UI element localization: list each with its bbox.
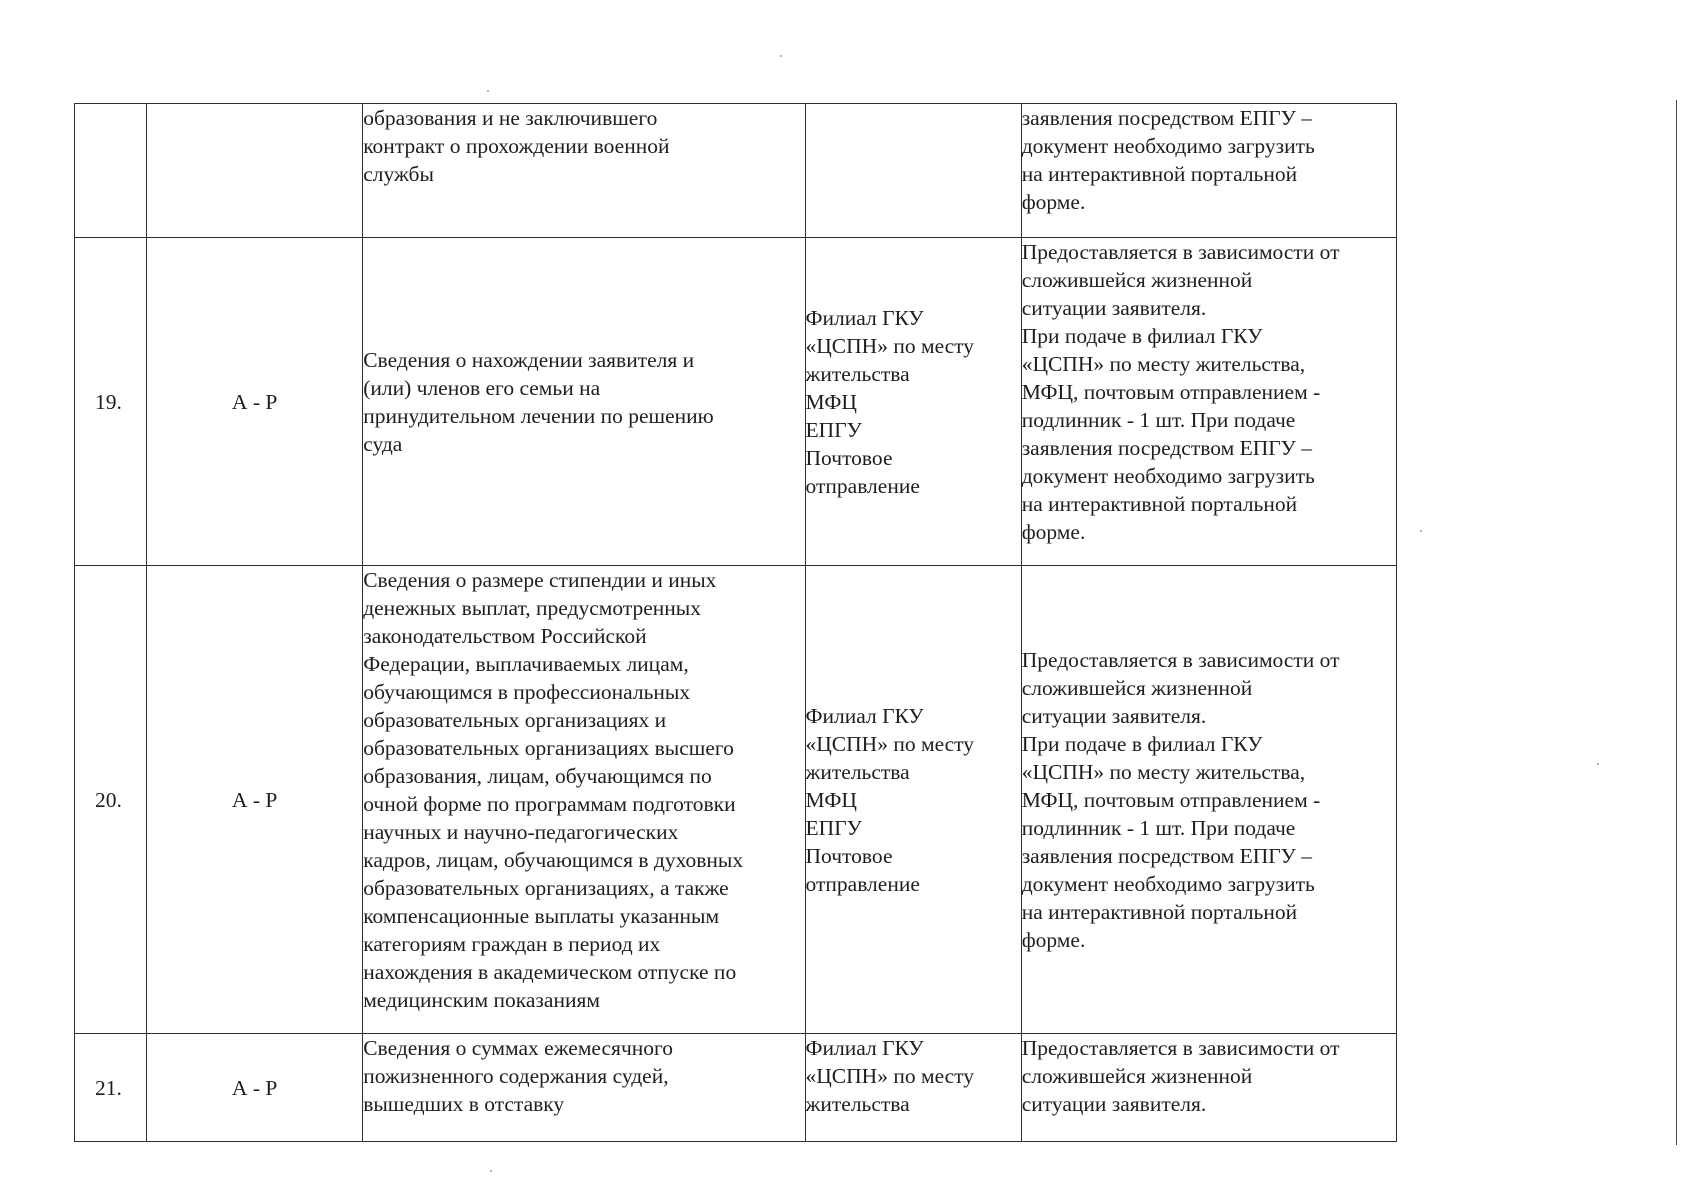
cell-line: Сведения о суммах ежемесячного bbox=[363, 1036, 674, 1060]
cell-line: МФЦ, почтовым отправлением - bbox=[1021, 787, 1321, 812]
row-number-cell bbox=[75, 1034, 147, 1142]
cell-line: образовательных организациях и bbox=[363, 708, 667, 732]
table-row bbox=[75, 1034, 1397, 1142]
cell-line: пожизненного содержания судей, bbox=[363, 1064, 669, 1088]
cell-line: отправление bbox=[805, 871, 920, 896]
cell-line: «ЦСПН» по месту bbox=[805, 1064, 975, 1088]
table-row bbox=[75, 238, 1397, 566]
cell-line: подлинник - 1 шт. При подаче bbox=[1021, 408, 1296, 432]
document-name-cell bbox=[363, 104, 805, 238]
cell-line: кадров, лицам, обучающимся в духовных bbox=[363, 848, 744, 872]
cell-line: суда bbox=[363, 431, 403, 456]
cell-line: сложившейся жизненной bbox=[1021, 268, 1253, 292]
cell-line: «ЦСПН» по месту bbox=[805, 731, 975, 756]
submission-method-cell bbox=[805, 238, 1021, 566]
row-code-cell bbox=[147, 1034, 363, 1142]
cell-line: на интерактивной портальной bbox=[1021, 162, 1298, 186]
cell-line: жительства bbox=[805, 361, 910, 386]
row-number: 20. bbox=[95, 787, 122, 812]
cell-line: сложившейся жизненной bbox=[1021, 675, 1253, 700]
cell-line: Предоставляется в зависимости от bbox=[1021, 240, 1340, 264]
table-row-continuation bbox=[75, 104, 1397, 238]
scan-speck bbox=[487, 90, 489, 92]
cell-line: службы bbox=[363, 162, 434, 186]
row-number-cell bbox=[75, 104, 147, 238]
row-code-cell bbox=[147, 104, 363, 238]
cell-line: форме. bbox=[1021, 190, 1086, 214]
cell-line: ситуации заявителя. bbox=[1021, 1092, 1207, 1116]
submission-method-cell bbox=[805, 104, 1021, 238]
cell-line: отправление bbox=[805, 473, 920, 498]
cell-line: образования и не заключившего bbox=[363, 106, 658, 130]
scan-speck bbox=[780, 55, 782, 57]
scan-speck bbox=[1420, 530, 1422, 532]
cell-line: форме. bbox=[1021, 520, 1086, 544]
cell-line: При подаче в филиал ГКУ bbox=[1021, 731, 1263, 756]
cell-line: сложившейся жизненной bbox=[1021, 1064, 1253, 1088]
cell-line: документ необходимо загрузить bbox=[1021, 134, 1315, 158]
cell-line: очной форме по программам подготовки bbox=[363, 792, 736, 816]
row-code: А - Р bbox=[231, 787, 278, 812]
row-number-cell bbox=[75, 566, 147, 1034]
cell-line: заявления посредством ЕПГУ – bbox=[1021, 843, 1313, 868]
row-code-cell bbox=[147, 566, 363, 1034]
cell-line: медицинским показаниям bbox=[363, 988, 600, 1012]
row-number-cell bbox=[75, 238, 147, 566]
cell-line: образовательных организациях высшего bbox=[363, 736, 734, 760]
cell-line: Почтовое bbox=[805, 843, 893, 868]
cell-line: документ необходимо загрузить bbox=[1021, 871, 1315, 896]
cell-line: Филиал ГКУ bbox=[805, 703, 924, 728]
note-cell bbox=[1021, 566, 1396, 1034]
cell-line: нахождения в академическом отпуске по bbox=[363, 960, 737, 984]
cell-line: Сведения о нахождении заявителя и bbox=[363, 347, 695, 372]
documents-table bbox=[74, 103, 1397, 1142]
cell-line: ЕПГУ bbox=[805, 417, 862, 442]
cell-line: контракт о прохождении военной bbox=[363, 134, 670, 158]
note-cell bbox=[1021, 238, 1396, 566]
cell-line: Предоставляется в зависимости от bbox=[1021, 647, 1340, 672]
scan-edge-line bbox=[1676, 100, 1677, 1145]
cell-line: жительства bbox=[805, 1092, 910, 1116]
row-code: А - Р bbox=[231, 389, 278, 414]
cell-line: Предоставляется в зависимости от bbox=[1021, 1036, 1340, 1060]
note-cell bbox=[1021, 104, 1396, 238]
cell-line: ситуации заявителя. bbox=[1021, 296, 1207, 320]
submission-method-cell bbox=[805, 566, 1021, 1034]
row-number: 19. bbox=[95, 389, 122, 414]
cell-line: жительства bbox=[805, 759, 910, 784]
cell-line: на интерактивной портальной bbox=[1021, 492, 1298, 516]
cell-line: на интерактивной портальной bbox=[1021, 899, 1298, 924]
table-row bbox=[75, 566, 1397, 1034]
cell-line: подлинник - 1 шт. При подаче bbox=[1021, 815, 1296, 840]
row-code-cell bbox=[147, 238, 363, 566]
cell-line: «ЦСПН» по месту жительства, bbox=[1021, 352, 1306, 376]
cell-line: Почтовое bbox=[805, 445, 893, 470]
note-cell bbox=[1021, 1034, 1396, 1142]
document-name-cell bbox=[363, 238, 805, 566]
cell-line: «ЦСПН» по месту жительства, bbox=[1021, 759, 1306, 784]
cell-line: МФЦ bbox=[805, 787, 857, 812]
row-number: 21. bbox=[95, 1075, 122, 1100]
cell-line: денежных выплат, предусмотренных bbox=[363, 596, 701, 620]
cell-line: Филиал ГКУ bbox=[805, 305, 924, 330]
cell-line: категориям граждан в период их bbox=[363, 932, 661, 956]
cell-line: Филиал ГКУ bbox=[805, 1036, 924, 1060]
row-code: А - Р bbox=[231, 1075, 278, 1100]
cell-line: ЕПГУ bbox=[805, 815, 862, 840]
cell-line: заявления посредством ЕПГУ – bbox=[1021, 436, 1313, 460]
cell-line: «ЦСПН» по месту bbox=[805, 333, 975, 358]
cell-line: Федерации, выплачиваемых лицам, bbox=[363, 652, 689, 676]
cell-line: При подаче в филиал ГКУ bbox=[1021, 324, 1263, 348]
scan-speck bbox=[1597, 763, 1599, 765]
cell-line: ситуации заявителя. bbox=[1021, 703, 1207, 728]
scan-speck bbox=[490, 1170, 492, 1172]
cell-line: форме. bbox=[1021, 927, 1086, 952]
submission-method-cell bbox=[805, 1034, 1021, 1142]
cell-line: Сведения о размере стипендии и иных bbox=[363, 568, 717, 592]
cell-line: (или) членов его семьи на bbox=[363, 375, 601, 400]
document-name-cell bbox=[363, 566, 805, 1034]
cell-line: заявления посредством ЕПГУ – bbox=[1021, 106, 1313, 130]
document-name-cell bbox=[363, 1034, 805, 1142]
cell-line: законодательством Российской bbox=[363, 624, 647, 648]
cell-line: образовательных организациях, а также bbox=[363, 876, 729, 900]
cell-line: вышедших в отставку bbox=[363, 1092, 565, 1116]
cell-line: обучающимся в профессиональных bbox=[363, 680, 691, 704]
cell-line: МФЦ, почтовым отправлением - bbox=[1021, 380, 1321, 404]
cell-line: МФЦ bbox=[805, 389, 857, 414]
cell-line: документ необходимо загрузить bbox=[1021, 464, 1315, 488]
cell-line: научных и научно-педагогических bbox=[363, 820, 679, 844]
cell-line: принудительном лечении по решению bbox=[363, 403, 714, 428]
cell-line: образования, лицам, обучающимся по bbox=[363, 764, 712, 788]
cell-line: компенсационные выплаты указанным bbox=[363, 904, 720, 928]
